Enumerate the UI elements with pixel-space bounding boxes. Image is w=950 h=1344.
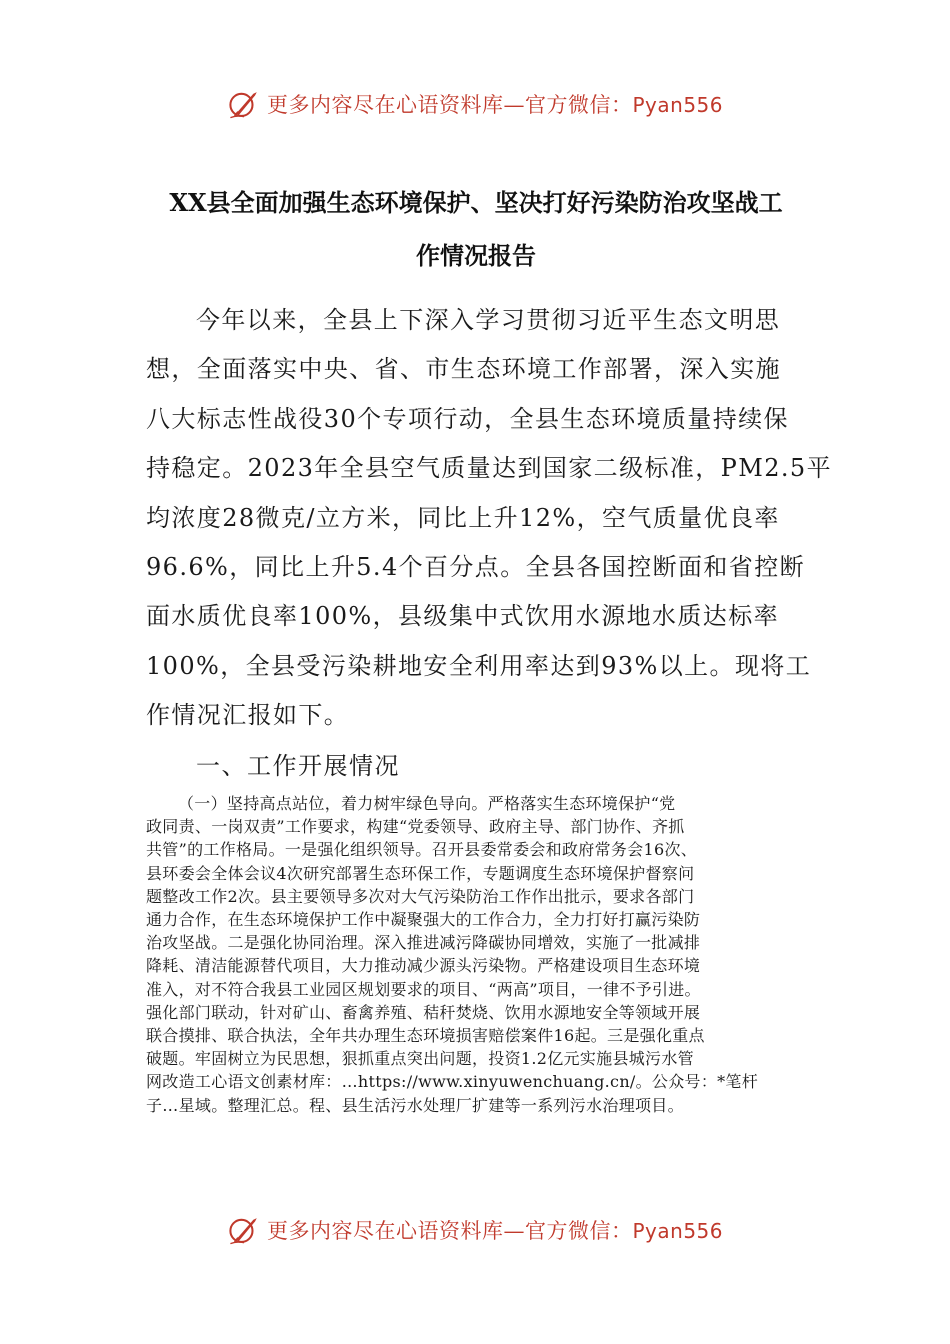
- quill-pen-icon: [227, 87, 261, 121]
- intro-line: 作情况汇报如下。: [146, 701, 350, 730]
- title-line: 作情况报告: [416, 241, 536, 270]
- body-line: 共管”的工作格局。一是强化组织领导。召开县委常委会和政府常务会16次、: [146, 840, 698, 860]
- body-line: 网改造工心语文创素材库：…https://www.xinyuwenchuang.cn/。公众号：*笔杆: [146, 1072, 759, 1092]
- body-paragraph: [146, 792, 812, 1117]
- body-line: 破题。牢固树立为民思想，狠抓重点突出问题，投资1.2亿元实施县城污水管: [146, 1049, 694, 1069]
- section-heading: 一、工作开展情况: [196, 752, 400, 780]
- body-line: 强化部门联动，针对矿山、畜禽养殖、秸秆焚烧、饮用水源地安全等领域开展: [146, 1002, 701, 1022]
- intro-line: 96.6%，同比上升5.4个百分点。全县各国控断面和省控断: [146, 553, 806, 582]
- body-line: （一）坚持高点站位，着力树牢绿色导向。严格落实生态环境保护“党: [178, 794, 676, 813]
- body-line: 联合摸排、联合执法，全年共办理生态环境损害赔偿案件16起。三是强化重点: [146, 1026, 705, 1046]
- wechat-id: Pyan556: [632, 93, 723, 117]
- body-line: 题整改工作2次。县主要领导多次对大气污染防治工作作出批示，要求各部门: [146, 886, 695, 906]
- intro-paragraph: [146, 296, 832, 741]
- body-line: 子…星域。整理汇总。程、县生活污水处理厂扩建等一系列污水治理项目。: [146, 1095, 684, 1115]
- body-line: 准入，对不符合我县工业园区规划要求的项目、“两高”项目，一律不予引进。: [146, 979, 701, 999]
- body-line: 降耗、清洁能源替代项目，大力推动减少源头污染物。严格建设项目生态环境: [146, 956, 701, 976]
- intro-line: 均浓度28微克/立方米，同比上升12%，空气质量优良率: [146, 503, 780, 532]
- intro-line: 想，全面落实中央、省、市生态环境工作部署，深入实施: [146, 355, 781, 384]
- footer-watermark: [0, 1208, 950, 1252]
- watermark-text: 更多内容尽在心语资料库—官方微信：Pyan556: [266, 1219, 723, 1243]
- quill-pen-icon: [227, 1213, 261, 1247]
- intro-line: 今年以来，全县上下深入学习贯彻习近平生态文明思: [196, 306, 781, 334]
- body-line: 通力合作，在生态环境保护工作中凝聚强大的工作合力，全力打好打赢污染防: [146, 910, 701, 930]
- intro-line: 100%，全县受污染耕地安全利用率达到93%以上。现将工: [146, 651, 812, 680]
- body-line: 治攻坚战。二是强化协同治理。深入推进减污降碳协同增效，实施了一批减排: [146, 933, 701, 953]
- intro-line: 八大标志性战役30个专项行动，全县生态环境质量持续保: [146, 404, 789, 433]
- wechat-id: Pyan556: [632, 1219, 723, 1243]
- intro-line: 持稳定。2023年全县空气质量达到国家二级标准，PM2.5平: [146, 454, 832, 483]
- title-line: XX县全面加强生态环境保护、坚决打好污染防治攻坚战工: [169, 188, 783, 217]
- document-title: [120, 176, 832, 282]
- body-line: 政同责、一岗双责”工作要求，构建“党委领导、政府主导、部门协作、齐抓: [146, 817, 685, 837]
- watermark-text: 更多内容尽在心语资料库—官方微信：Pyan556: [266, 93, 723, 117]
- body-line: 县环委会全体会议4次研究部署生态环保工作，专题调度生态环境保护督察问: [146, 863, 695, 883]
- intro-line: 面水质优良率100%，县级集中式饮用水源地水质达标率: [146, 602, 780, 631]
- header-watermark: [0, 82, 950, 126]
